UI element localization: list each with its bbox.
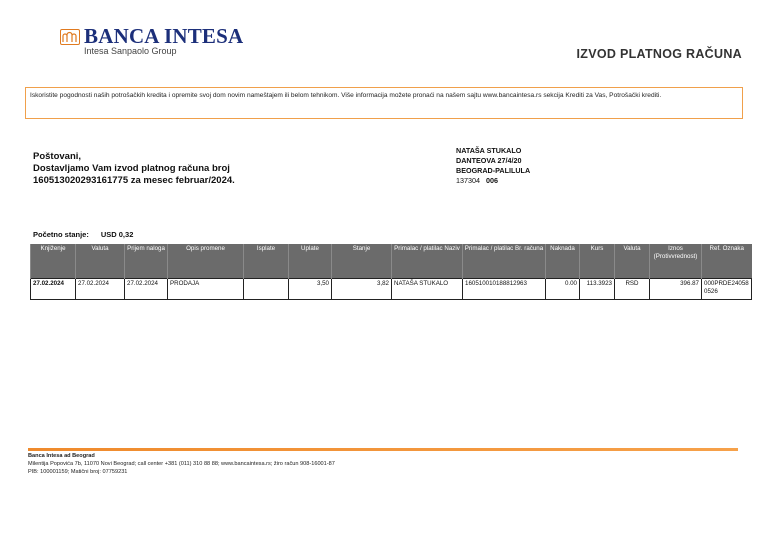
bank-name: BANCA INTESA xyxy=(84,24,244,48)
bank-subtitle: Intesa Sanpaolo Group xyxy=(84,46,177,56)
cell-prijem-naloga: 27.02.2024 xyxy=(125,279,168,300)
cell-isplate xyxy=(244,279,289,300)
cell-ref-oznaka: 000PRDE240580526 xyxy=(702,279,752,300)
client-address xyxy=(456,146,530,186)
greeting-message: Dostavljamo Vam izvod platnog računa broj 160513020293161775 za mesec februar/2024. xyxy=(33,163,235,186)
col-header-naknada: Naknada xyxy=(546,244,580,279)
cell-primalac-naziv: NATAŠA STUKALO xyxy=(392,279,463,300)
col-header-kurs: Kurs xyxy=(580,244,615,279)
col-header-stanje: Stanje xyxy=(332,244,392,279)
client-account-line xyxy=(456,176,530,186)
cell-uplate: 3,50 xyxy=(289,279,332,300)
col-header-iznos: Iznos (Protivvrednost) xyxy=(650,244,702,279)
table-row xyxy=(31,279,752,300)
cell-kurs: 113.3923 xyxy=(580,279,615,300)
promo-notice: Iskoristite pogodnosti naših potrošačkih kredita i opremite svoj dom novim nameštajem ili belom tehnikom. Više informacija možete pronaći na našem sajtu www.bancaintesa.rs sekcija Krediti za Vas, Potrošački krediti. xyxy=(25,87,743,119)
cell-opis-promene: PRODAJA xyxy=(168,279,244,300)
footer-ids: PIB: 100001159; Matični broj: 07759231 xyxy=(28,469,128,475)
col-header-uplate: Uplate xyxy=(289,244,332,279)
footer-address: Milentija Popovića 7b, 11070 Novi Beograd; call center +381 (011) 310 88 88; www.bancaintesa.rs; žiro račun 908-16001-87 xyxy=(28,461,335,467)
col-header-valuta-2: Valuta xyxy=(615,244,650,279)
bank-logo-icon xyxy=(60,29,80,45)
client-city: BEOGRAD-PALILULA xyxy=(456,166,531,175)
cell-knjizenje: 27.02.2024 xyxy=(31,279,76,300)
col-header-prijem-naloga: Prijem naloga xyxy=(125,244,168,279)
document-title: IZVOD PLATNOG RAČUNA xyxy=(576,47,742,61)
opening-balance-value: USD 0,32 xyxy=(100,230,134,239)
opening-balance-label: Početno stanje: xyxy=(33,230,89,239)
greeting-salutation: Poštovani, xyxy=(33,151,82,162)
client-street: DANTEOVA 27/4/20 xyxy=(456,156,522,165)
client-account: 137304 xyxy=(456,176,480,185)
col-header-ref-oznaka: Ref. Oznaka xyxy=(702,244,752,279)
client-code: 006 xyxy=(485,176,498,185)
cell-iznos: 396.87 xyxy=(650,279,702,300)
col-header-valuta: Valuta xyxy=(76,244,125,279)
client-name: NATAŠA STUKALO xyxy=(456,146,522,155)
footer-divider xyxy=(28,448,738,451)
col-header-isplate: Isplate xyxy=(244,244,289,279)
footer-bank-name: Banca Intesa ad Beograd xyxy=(28,453,95,459)
footer xyxy=(28,452,335,476)
cell-primalac-racun: 160510010188812963 xyxy=(463,279,546,300)
col-header-primalac-racun: Primalac / platilac Br. računa xyxy=(463,244,546,279)
table-header-row xyxy=(31,244,752,279)
col-header-knjizenje: Knjiženje xyxy=(31,244,76,279)
transactions-table xyxy=(30,244,752,300)
greeting-block xyxy=(33,151,243,187)
cell-valuta-2: RSD xyxy=(615,279,650,300)
cell-stanje: 3,82 xyxy=(332,279,392,300)
col-header-opis-promene: Opis promene xyxy=(168,244,244,279)
cell-naknada: 0.00 xyxy=(546,279,580,300)
cell-valuta: 27.02.2024 xyxy=(76,279,125,300)
opening-balance xyxy=(33,230,133,239)
col-header-primalac-naziv: Primalac / platilac Naziv xyxy=(392,244,463,279)
